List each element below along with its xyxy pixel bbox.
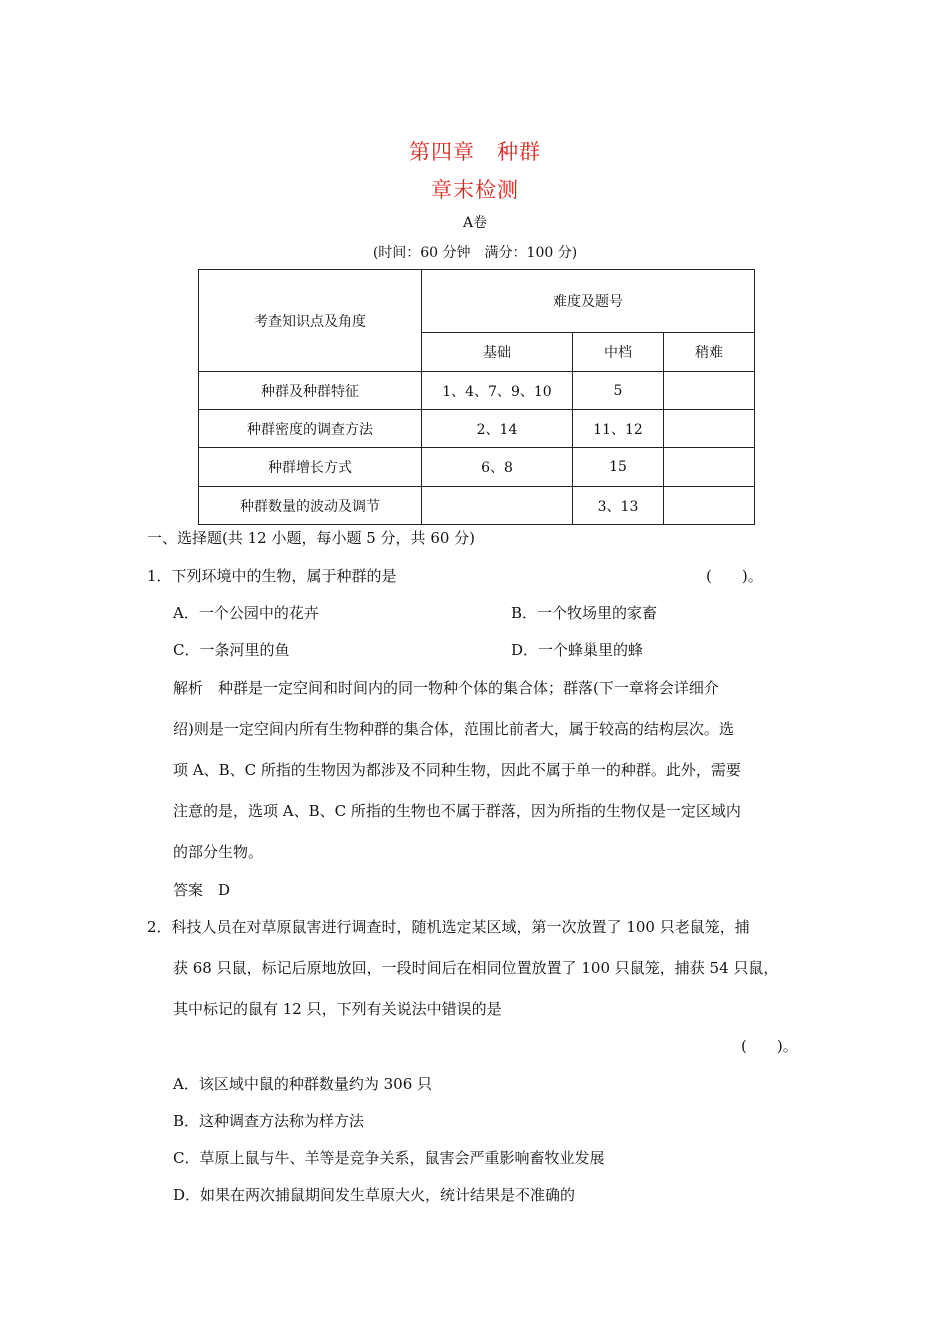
- level-basic: 基础: [422, 333, 573, 372]
- table-row: [199, 487, 755, 525]
- medium-cell: 11、12: [573, 410, 664, 448]
- question-1-answer-blank: ( )。: [706, 567, 763, 585]
- topic-cell: 种群数量的波动及调节: [199, 487, 422, 525]
- answer-line: 答案 D: [173, 881, 231, 899]
- option-d: D．如果在两次捕鼠期间发生草原大火，统计结果是不准确的: [173, 1186, 576, 1204]
- analysis-line: 项 A、B、C 所指的生物因为都涉及不同种生物，因此不属于单一的种群。此外，需要: [173, 761, 741, 779]
- level-hard: 稍难: [664, 333, 755, 372]
- hard-cell: [664, 487, 755, 525]
- chapter-title: 第四章 种群: [409, 140, 541, 164]
- option-c: C．草原上鼠与牛、羊等是竞争关系，鼠害会严重影响畜牧业发展: [173, 1149, 605, 1167]
- option-b: B．这种调查方法称为样方法: [173, 1112, 365, 1130]
- analysis-line: 的部分生物。: [173, 843, 264, 861]
- question-2-stem-line: 2．科技人员在对草原鼠害进行调查时，随机选定某区域，第一次放置了 100 只老鼠笼，捕: [147, 918, 750, 936]
- level-medium: 中档: [573, 333, 664, 372]
- option-c: C．一条河里的鱼: [173, 641, 290, 659]
- table-row: [199, 448, 755, 487]
- question-2-stem-line: 其中标记的鼠有 12 只，下列有关说法中错误的是: [173, 1000, 502, 1018]
- difficulty-header: 难度及题号: [422, 270, 755, 333]
- topic-cell: 种群及种群特征: [199, 372, 422, 410]
- section-heading: 一、选择题(共 12 小题，每小题 5 分，共 60 分): [147, 529, 476, 547]
- basic-cell: [422, 487, 573, 525]
- knowledge-difficulty-table: [198, 269, 755, 525]
- hard-cell: [664, 372, 755, 410]
- option-b: B．一个牧场里的家畜: [511, 604, 658, 622]
- question-2-stem-line: 获 68 只鼠，标记后原地放回，一段时间后在相同位置放置了 100 只鼠笼，捕获 54 只鼠，: [173, 959, 779, 977]
- paper-label: A卷: [462, 215, 488, 231]
- topic-cell: 种群增长方式: [199, 448, 422, 487]
- time-info: (时间：60 分钟 满分：100 分): [372, 245, 578, 261]
- hard-cell: [664, 448, 755, 487]
- question-1-stem: 1．下列环境中的生物，属于种群的是: [147, 567, 397, 585]
- question-2-answer-blank: ( )。: [741, 1037, 798, 1055]
- analysis-line: 解析 种群是一定空间和时间内的同一物种个体的集合体；群落(下一章将会详细介: [173, 679, 719, 697]
- table-row: [199, 372, 755, 410]
- medium-cell: 3、13: [573, 487, 664, 525]
- hard-cell: [664, 410, 755, 448]
- knowledge-header: 考查知识点及角度: [199, 270, 422, 372]
- option-a: A．一个公园中的花卉: [173, 604, 319, 622]
- medium-cell: 5: [573, 372, 664, 410]
- basic-cell: 6、8: [422, 448, 573, 487]
- option-d: D．一个蜂巢里的蜂: [511, 641, 644, 659]
- basic-cell: 1、4、7、9、10: [422, 372, 573, 410]
- table-row: [199, 410, 755, 448]
- basic-cell: 2、14: [422, 410, 573, 448]
- topic-cell: 种群密度的调查方法: [199, 410, 422, 448]
- section-subtitle: 章末检测: [431, 178, 519, 202]
- option-a: A．该区域中鼠的种群数量约为 306 只: [173, 1075, 433, 1093]
- analysis-line: 绍)则是一定空间内所有生物种群的集合体，范围比前者大，属于较高的结构层次。选: [173, 720, 734, 738]
- analysis-line: 注意的是，选项 A、B、C 所指的生物也不属于群落，因为所指的生物仅是一定区域内: [173, 802, 741, 820]
- medium-cell: 15: [573, 448, 664, 487]
